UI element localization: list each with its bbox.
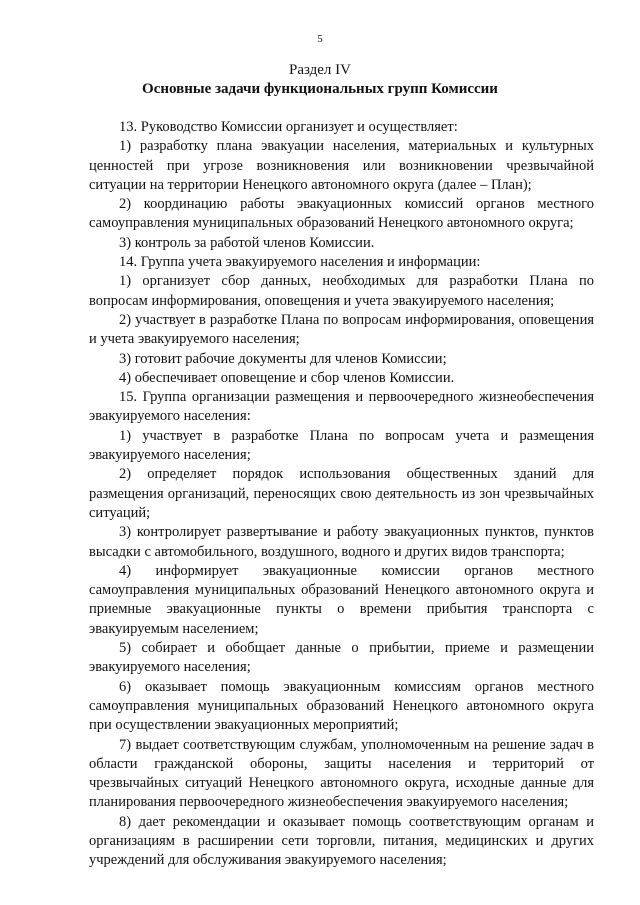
section-heading: Основные задачи функциональных групп Комиссии — [142, 81, 498, 97]
paragraph-15-item-8: 8) дает рекомендации и оказывает помощь соответствующим органам и организациям в расширении сети торговли, питания, медицинских и других учреждений для обслуживания эвакуируемого населения; — [89, 813, 594, 869]
paragraph-14-item-4: 4) обеспечивает оповещение и сбор членов Комиссии. — [119, 369, 455, 386]
paragraph-15-item-7: 7) выдает соответствующим службам, уполномоченным на решение задач в области гражданской обороны, защиты населения и территорий от чрезвычайных ситуаций Ненецкого автономного округа, исходные данные для планирования первоочередного жизнеобеспечения эвакуируемого населения; — [89, 736, 594, 811]
paragraph-15: 15. Группа организации размещения и первоочередного жизнеобеспечения эвакуируемого населения: — [89, 389, 594, 425]
paragraph-14-item-2: 2) участвует в разработке Плана по вопросам информирования, оповещения и учета эвакуируемого населения; — [89, 311, 594, 348]
paragraph-14: 14. Группа учета эвакуируемого населения и информации: — [119, 254, 481, 271]
paragraph-13-item-1: 1) разработку плана эвакуации населения, материальных и культурных ценностей при угрозе возникновения или возникновении чрезвычайной ситуации на территории Ненецкого автономного округа (далее – План); — [89, 138, 594, 193]
document-body — [89, 118, 594, 871]
paragraph-15-item-3: 3) контролирует развертывание и работу эвакуационных пунктов, пунктов высадки с автомобильного, воздушного, водного и других видов транспорта; — [89, 524, 594, 560]
paragraph-15-item-2: 2) определяет порядок использования общественных зданий для размещения организаций, переносящих свою деятельность из зон чрезвычайных ситуаций; — [89, 466, 594, 521]
paragraph-13: 13. Руководство Комиссии организует и осуществляет: — [119, 119, 458, 135]
page-number: 5 — [317, 33, 323, 45]
paragraph-15-item-4: 4) информирует эвакуационные комиссии органов местного самоуправления муниципальных образований Ненецкого автономного округа и приемные эвакуационные пункты о времени прибытия транспорта с эвакуируемым населением; — [89, 562, 594, 637]
paragraph-15-item-6: 6) оказывает помощь эвакуационным комиссиям органов местного самоуправления муниципальных образований Ненецкого автономного округа при осуществлении эвакуационных мероприятий; — [89, 678, 594, 734]
paragraph-13-item-3: 3) контроль за работой членов Комиссии. — [119, 234, 375, 251]
paragraph-14-item-1: 1) организует сбор данных, необходимых для разработки Плана по вопросам информирования, оповещения и учета эвакуируемого населения; — [89, 273, 594, 309]
paragraph-15-item-1: 1) участвует в разработке Плана по вопросам учета и размещения эвакуируемого населения; — [89, 427, 594, 464]
paragraph-15-item-5: 5) собирает и обобщает данные о прибытии, приеме и размещении эвакуируемого населения; — [89, 640, 594, 676]
section-label: Раздел IV — [288, 62, 351, 78]
paragraph-14-item-3: 3) готовит рабочие документы для членов Комиссии; — [119, 350, 447, 367]
paragraph-13-item-2: 2) координацию работы эвакуационных комиссий органов местного самоуправления муниципальных образований Ненецкого автономного округа; — [89, 196, 594, 232]
